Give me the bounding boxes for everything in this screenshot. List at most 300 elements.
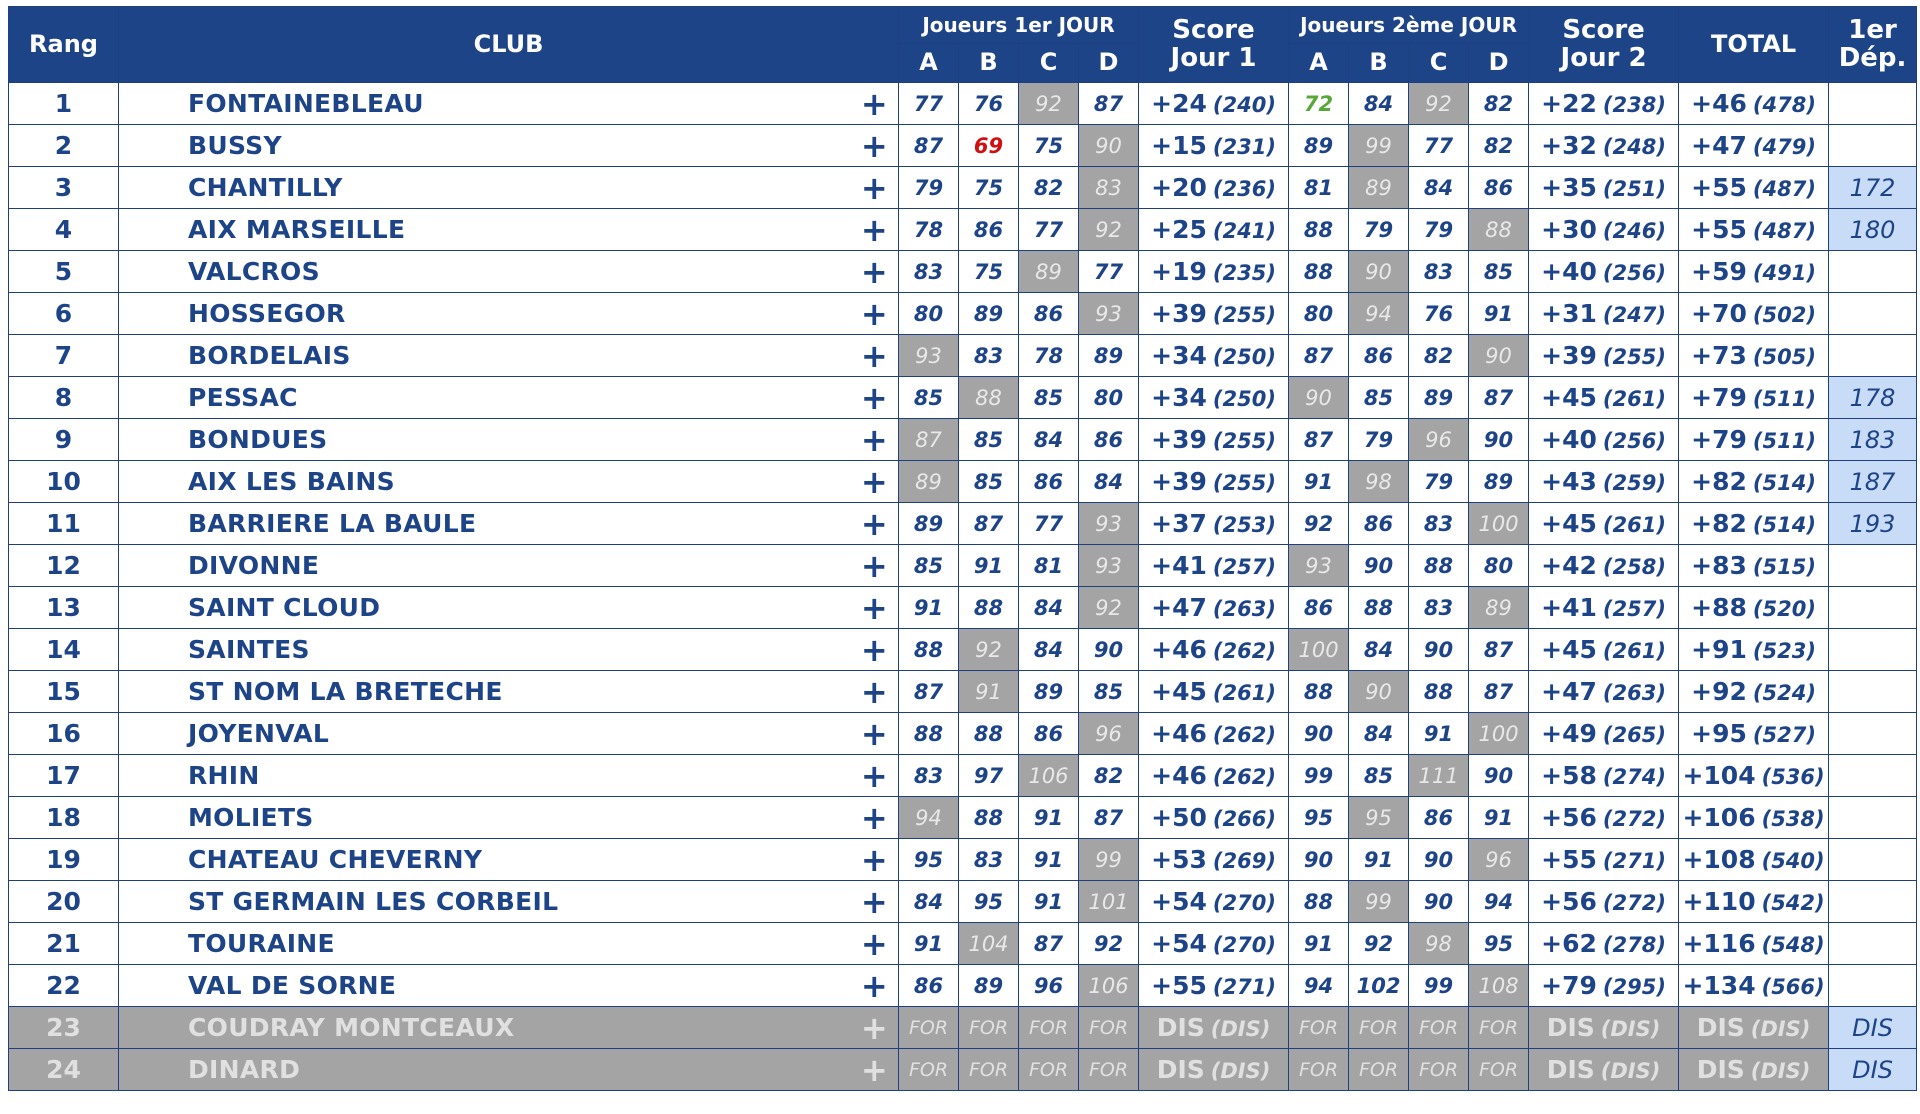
day2-player-score: 88 <box>1409 545 1469 587</box>
expand-plus-icon[interactable]: + <box>860 337 888 375</box>
day1-player-score: 80 <box>1079 377 1139 419</box>
table-row <box>9 125 1917 167</box>
day2-player-score: FOR <box>1349 1049 1409 1091</box>
score-day1-value: +25 <box>1151 215 1207 244</box>
total-value: +92 <box>1691 677 1747 706</box>
score-day2-strokes: (238) <box>1602 93 1666 117</box>
score-day1-strokes: (262) <box>1212 765 1276 789</box>
table-row <box>9 671 1917 713</box>
score-day1-cell <box>1139 503 1289 545</box>
table-row <box>9 881 1917 923</box>
day1-player-score: 86 <box>899 965 959 1007</box>
score-day2-strokes: (295) <box>1602 975 1666 999</box>
expand-plus-icon[interactable]: + <box>860 883 888 921</box>
day2-player-score: 89 <box>1469 461 1529 503</box>
header-day2-player-c: C <box>1409 44 1469 83</box>
total-cell <box>1679 881 1829 923</box>
club-cell <box>119 755 899 797</box>
score-day2-strokes: (247) <box>1602 303 1666 327</box>
score-day2-value: +62 <box>1541 929 1597 958</box>
score-day1-value: +54 <box>1151 929 1207 958</box>
day1-player-score: 85 <box>899 377 959 419</box>
score-day1-strokes: (269) <box>1212 849 1276 873</box>
score-day1-cell <box>1139 251 1289 293</box>
day2-player-score: 88 <box>1469 209 1529 251</box>
total-value: +88 <box>1691 593 1747 622</box>
score-day2-value: +39 <box>1541 341 1597 370</box>
rank-cell: 3 <box>9 167 119 209</box>
table-row <box>9 503 1917 545</box>
day2-player-score: 90 <box>1469 419 1529 461</box>
expand-plus-icon[interactable]: + <box>860 463 888 501</box>
expand-plus-icon[interactable]: + <box>860 85 888 123</box>
score-day1-value: +50 <box>1151 803 1207 832</box>
total-value: +79 <box>1691 383 1747 412</box>
score-day1-cell <box>1139 881 1289 923</box>
expand-plus-icon[interactable]: + <box>860 715 888 753</box>
score-day2-cell <box>1529 671 1679 713</box>
day2-player-score: FOR <box>1349 1007 1409 1049</box>
day1-player-score: 95 <box>899 839 959 881</box>
total-strokes: (502) <box>1752 303 1816 327</box>
day2-player-score: 88 <box>1289 671 1349 713</box>
total-strokes: (527) <box>1752 723 1816 747</box>
score-day2-value: +22 <box>1541 89 1597 118</box>
day1-player-score: 92 <box>1079 587 1139 629</box>
table-row <box>9 377 1917 419</box>
day1-player-score: FOR <box>1019 1007 1079 1049</box>
day1-player-score: 89 <box>959 965 1019 1007</box>
total-value: +108 <box>1682 845 1756 874</box>
score-day2-strokes: (DIS) <box>1600 1059 1661 1083</box>
total-value: +95 <box>1691 719 1747 748</box>
header-day2-player-d: D <box>1469 44 1529 83</box>
score-day1-cell <box>1139 83 1289 125</box>
day1-player-score: FOR <box>1079 1007 1139 1049</box>
expand-plus-icon[interactable]: + <box>860 757 888 795</box>
score-day1-cell <box>1139 335 1289 377</box>
expand-plus-icon[interactable]: + <box>860 1051 888 1089</box>
header-day2-players: Joueurs 2ème JOUR <box>1289 7 1529 44</box>
day2-player-score: 99 <box>1349 881 1409 923</box>
day1-player-score: 86 <box>1079 419 1139 461</box>
score-day1-strokes: (270) <box>1212 891 1276 915</box>
day2-player-score: 86 <box>1469 167 1529 209</box>
first-departure-cell <box>1829 923 1917 965</box>
score-day1-value: +55 <box>1151 971 1207 1000</box>
score-day2-value: +40 <box>1541 257 1597 286</box>
score-day2-cell <box>1529 461 1679 503</box>
day1-player-score: 80 <box>899 293 959 335</box>
total-cell <box>1679 965 1829 1007</box>
club-cell <box>119 503 899 545</box>
rank-cell: 22 <box>9 965 119 1007</box>
total-strokes: (487) <box>1752 219 1816 243</box>
score-day1-strokes: (255) <box>1212 429 1276 453</box>
club-cell <box>119 209 899 251</box>
score-day1-strokes: (263) <box>1212 597 1276 621</box>
score-day1-cell <box>1139 461 1289 503</box>
day1-player-score: 104 <box>959 923 1019 965</box>
score-day2-value: +35 <box>1541 173 1597 202</box>
day1-player-score: 89 <box>1079 335 1139 377</box>
day2-player-score: 84 <box>1349 629 1409 671</box>
score-day1-value: +39 <box>1151 467 1207 496</box>
score-day2-value: +43 <box>1541 467 1597 496</box>
score-day1-value: +34 <box>1151 383 1207 412</box>
score-day2-cell <box>1529 377 1679 419</box>
day1-player-score: 86 <box>1019 713 1079 755</box>
header-day1-player-d: D <box>1079 44 1139 83</box>
total-cell <box>1679 923 1829 965</box>
day1-player-score: 89 <box>899 461 959 503</box>
rank-cell: 12 <box>9 545 119 587</box>
rank-cell: 7 <box>9 335 119 377</box>
score-day1-strokes: (253) <box>1212 513 1276 537</box>
header-club: CLUB <box>119 7 899 83</box>
day1-player-score: 91 <box>959 545 1019 587</box>
day1-player-score: 89 <box>899 503 959 545</box>
day2-player-score: 100 <box>1469 713 1529 755</box>
day2-player-score: 88 <box>1349 587 1409 629</box>
club-name: TOURAINE <box>188 929 335 958</box>
first-departure-cell <box>1829 671 1917 713</box>
day2-player-score: 90 <box>1409 881 1469 923</box>
expand-plus-icon[interactable]: + <box>860 505 888 543</box>
score-day2-value: +42 <box>1541 551 1597 580</box>
total-cell <box>1679 503 1829 545</box>
day1-player-score: FOR <box>959 1007 1019 1049</box>
day1-player-score: 92 <box>1019 83 1079 125</box>
day2-player-score: 95 <box>1289 797 1349 839</box>
score-day1-strokes: (241) <box>1212 219 1276 243</box>
score-day2-cell <box>1529 209 1679 251</box>
club-cell <box>119 587 899 629</box>
first-departure-cell <box>1829 713 1917 755</box>
club-cell <box>119 125 899 167</box>
day2-player-score: 80 <box>1469 545 1529 587</box>
score-day1-strokes: (250) <box>1212 387 1276 411</box>
total-cell <box>1679 209 1829 251</box>
rank-cell: 17 <box>9 755 119 797</box>
score-day1-value: +47 <box>1151 593 1207 622</box>
rank-cell: 9 <box>9 419 119 461</box>
header-rang: Rang <box>9 7 119 83</box>
expand-plus-icon[interactable]: + <box>860 253 888 291</box>
day2-player-score: 96 <box>1469 839 1529 881</box>
club-name: MOLIETS <box>188 803 314 832</box>
rank-cell: 18 <box>9 797 119 839</box>
day2-player-score: FOR <box>1289 1007 1349 1049</box>
day2-player-score: 85 <box>1469 251 1529 293</box>
score-day2-strokes: (258) <box>1602 555 1666 579</box>
total-strokes: (491) <box>1752 261 1816 285</box>
day2-player-score: FOR <box>1289 1049 1349 1091</box>
score-day2-strokes: (261) <box>1602 639 1666 663</box>
total-cell <box>1679 461 1829 503</box>
score-day1-value: +46 <box>1151 635 1207 664</box>
first-departure-cell <box>1829 755 1917 797</box>
score-day1-value: +46 <box>1151 719 1207 748</box>
club-name: AIX LES BAINS <box>188 467 395 496</box>
day2-player-score: 90 <box>1469 335 1529 377</box>
total-strokes: (566) <box>1761 975 1825 999</box>
day1-player-score: 87 <box>899 125 959 167</box>
day1-player-score: 85 <box>1019 377 1079 419</box>
day2-player-score: 82 <box>1409 335 1469 377</box>
day1-player-score: 88 <box>959 713 1019 755</box>
day2-player-score: 85 <box>1349 755 1409 797</box>
rank-cell: 4 <box>9 209 119 251</box>
day2-player-score: 94 <box>1469 881 1529 923</box>
score-day1-value: +37 <box>1151 509 1207 538</box>
day2-player-score: 90 <box>1289 377 1349 419</box>
day1-player-score: 93 <box>1079 293 1139 335</box>
table-row <box>9 251 1917 293</box>
score-day1-strokes: (261) <box>1212 681 1276 705</box>
day1-player-score: 91 <box>1019 797 1079 839</box>
day2-player-score: 88 <box>1289 209 1349 251</box>
score-day2-strokes: (265) <box>1602 723 1666 747</box>
day2-player-score: 79 <box>1409 209 1469 251</box>
day2-player-score: 83 <box>1409 251 1469 293</box>
total-cell <box>1679 671 1829 713</box>
total-cell <box>1679 419 1829 461</box>
total-strokes: (523) <box>1752 639 1816 663</box>
day2-player-score: 79 <box>1349 209 1409 251</box>
total-cell <box>1679 839 1829 881</box>
table-row <box>9 419 1917 461</box>
day2-player-score: 83 <box>1409 587 1469 629</box>
club-name: BONDUES <box>188 425 328 454</box>
day1-player-score: 77 <box>1019 209 1079 251</box>
score-day2-strokes: (272) <box>1602 891 1666 915</box>
first-departure-cell: 193 <box>1829 503 1917 545</box>
expand-plus-icon[interactable]: + <box>860 673 888 711</box>
total-cell <box>1679 377 1829 419</box>
day1-player-score: 84 <box>1019 587 1079 629</box>
score-day2-cell <box>1529 923 1679 965</box>
header-day2-player-a: A <box>1289 44 1349 83</box>
score-day1-value: +41 <box>1151 551 1207 580</box>
expand-plus-icon[interactable]: + <box>860 379 888 417</box>
club-name: VALCROS <box>188 257 320 286</box>
day2-player-score: 84 <box>1409 167 1469 209</box>
results-table <box>8 6 1917 1091</box>
day1-player-score: 87 <box>959 503 1019 545</box>
total-strokes: (514) <box>1752 471 1816 495</box>
day1-player-score: 87 <box>899 671 959 713</box>
total-strokes: (538) <box>1761 807 1825 831</box>
total-value: +82 <box>1691 509 1747 538</box>
day1-player-score: 81 <box>1019 545 1079 587</box>
score-day2-strokes: (DIS) <box>1600 1017 1661 1041</box>
score-day1-cell <box>1139 419 1289 461</box>
expand-plus-icon[interactable]: + <box>860 421 888 459</box>
first-departure-cell <box>1829 839 1917 881</box>
total-strokes: (505) <box>1752 345 1816 369</box>
day2-player-score: 91 <box>1289 461 1349 503</box>
rank-cell: 20 <box>9 881 119 923</box>
day2-player-score: 76 <box>1409 293 1469 335</box>
total-value: +104 <box>1682 761 1756 790</box>
day2-player-score: 90 <box>1469 755 1529 797</box>
day2-player-score: 77 <box>1409 125 1469 167</box>
total-value: +91 <box>1691 635 1747 664</box>
day1-player-score: 93 <box>1079 503 1139 545</box>
table-row <box>9 923 1917 965</box>
score-day2-cell <box>1529 1049 1679 1091</box>
total-strokes: (540) <box>1761 849 1825 873</box>
day2-player-score: 90 <box>1409 839 1469 881</box>
total-strokes: (536) <box>1761 765 1825 789</box>
day1-player-score: 87 <box>899 419 959 461</box>
expand-plus-icon[interactable]: + <box>860 589 888 627</box>
total-strokes: (487) <box>1752 177 1816 201</box>
total-strokes: (478) <box>1752 93 1816 117</box>
day1-player-score: 77 <box>1019 503 1079 545</box>
day1-player-score: 92 <box>1079 923 1139 965</box>
header-day1-player-c: C <box>1019 44 1079 83</box>
day2-player-score: 72 <box>1289 83 1349 125</box>
day1-player-score: 84 <box>1019 629 1079 671</box>
total-value: +47 <box>1691 131 1747 160</box>
total-strokes: (511) <box>1752 429 1816 453</box>
total-value: +116 <box>1682 929 1756 958</box>
expand-plus-icon[interactable]: + <box>860 547 888 585</box>
score-day2-value: +40 <box>1541 425 1597 454</box>
expand-plus-icon[interactable]: + <box>860 841 888 879</box>
total-strokes: (515) <box>1752 555 1816 579</box>
first-departure-cell: 172 <box>1829 167 1917 209</box>
score-day1-value: +45 <box>1151 677 1207 706</box>
first-departure-cell <box>1829 125 1917 167</box>
total-value: DIS <box>1696 1055 1745 1084</box>
club-cell <box>119 1007 899 1049</box>
day1-player-score: 82 <box>1019 167 1079 209</box>
score-day1-value: +46 <box>1151 761 1207 790</box>
expand-plus-icon[interactable]: + <box>860 1009 888 1047</box>
club-name: RHIN <box>188 761 260 790</box>
score-day1-cell <box>1139 545 1289 587</box>
day1-player-score: 75 <box>1019 125 1079 167</box>
club-cell <box>119 461 899 503</box>
table-row <box>9 461 1917 503</box>
first-departure-cell <box>1829 881 1917 923</box>
expand-plus-icon[interactable]: + <box>860 799 888 837</box>
day1-player-score: 91 <box>1019 881 1079 923</box>
club-name: AIX MARSEILLE <box>188 215 406 244</box>
score-day1-strokes: (231) <box>1212 135 1276 159</box>
day1-player-score: 89 <box>1019 671 1079 713</box>
day1-player-score: 79 <box>899 167 959 209</box>
day1-player-score: 92 <box>959 629 1019 671</box>
day2-player-score: 88 <box>1289 881 1349 923</box>
club-name: BORDELAIS <box>188 341 351 370</box>
score-day1-value: +20 <box>1151 173 1207 202</box>
score-day1-value: DIS <box>1156 1013 1205 1042</box>
score-day1-value: +53 <box>1151 845 1207 874</box>
day2-player-score: 79 <box>1349 419 1409 461</box>
day1-player-score: 97 <box>959 755 1019 797</box>
score-day1-value: +39 <box>1151 299 1207 328</box>
header-score-day1: Score Jour 1 <box>1139 7 1289 83</box>
score-day1-cell <box>1139 125 1289 167</box>
day2-player-score: 91 <box>1469 293 1529 335</box>
score-day2-strokes: (272) <box>1602 807 1666 831</box>
day1-player-score: 88 <box>899 713 959 755</box>
score-day2-cell <box>1529 965 1679 1007</box>
day2-player-score: 95 <box>1469 923 1529 965</box>
day2-player-score: 87 <box>1289 419 1349 461</box>
day2-player-score: 108 <box>1469 965 1529 1007</box>
day2-player-score: 83 <box>1409 503 1469 545</box>
score-day2-cell <box>1529 251 1679 293</box>
score-day2-strokes: (256) <box>1602 261 1666 285</box>
expand-plus-icon[interactable]: + <box>860 925 888 963</box>
club-name: CHANTILLY <box>188 173 343 202</box>
club-cell <box>119 167 899 209</box>
score-day2-value: +55 <box>1541 845 1597 874</box>
expand-plus-icon[interactable]: + <box>860 631 888 669</box>
day2-player-score: 89 <box>1349 167 1409 209</box>
day2-player-score: 90 <box>1289 713 1349 755</box>
club-name: VAL DE SORNE <box>188 971 397 1000</box>
score-day2-cell <box>1529 125 1679 167</box>
day2-player-score: 80 <box>1289 293 1349 335</box>
score-day2-cell <box>1529 545 1679 587</box>
table-row <box>9 797 1917 839</box>
day1-player-score: 90 <box>1079 125 1139 167</box>
total-cell <box>1679 797 1829 839</box>
expand-plus-icon[interactable]: + <box>860 127 888 165</box>
table-row <box>9 209 1917 251</box>
first-departure-cell: DIS <box>1829 1007 1917 1049</box>
day1-player-score: 85 <box>1079 671 1139 713</box>
score-day2-value: +58 <box>1541 761 1597 790</box>
day1-player-score: 83 <box>959 839 1019 881</box>
first-departure-cell <box>1829 293 1917 335</box>
score-day1-cell <box>1139 755 1289 797</box>
day1-player-score: 91 <box>959 671 1019 713</box>
day2-player-score: 98 <box>1349 461 1409 503</box>
table-row <box>9 335 1917 377</box>
expand-plus-icon[interactable]: + <box>860 967 888 1005</box>
score-day2-value: +45 <box>1541 509 1597 538</box>
day2-player-score: 82 <box>1469 125 1529 167</box>
score-day1-cell <box>1139 377 1289 419</box>
score-day1-cell <box>1139 209 1289 251</box>
score-day2-cell <box>1529 755 1679 797</box>
score-day1-strokes: (DIS) <box>1210 1017 1271 1041</box>
total-cell <box>1679 755 1829 797</box>
day2-player-score: 90 <box>1349 545 1409 587</box>
expand-plus-icon[interactable]: + <box>860 211 888 249</box>
first-departure-cell <box>1829 587 1917 629</box>
score-day1-strokes: (270) <box>1212 933 1276 957</box>
expand-plus-icon[interactable]: + <box>860 169 888 207</box>
rank-cell: 23 <box>9 1007 119 1049</box>
score-day2-strokes: (261) <box>1602 513 1666 537</box>
day1-player-score: 77 <box>1079 251 1139 293</box>
expand-plus-icon[interactable]: + <box>860 295 888 333</box>
club-cell <box>119 671 899 713</box>
club-cell <box>119 797 899 839</box>
score-day1-cell <box>1139 587 1289 629</box>
day2-player-score: 91 <box>1469 797 1529 839</box>
table-row <box>9 1007 1917 1049</box>
score-day1-cell <box>1139 839 1289 881</box>
